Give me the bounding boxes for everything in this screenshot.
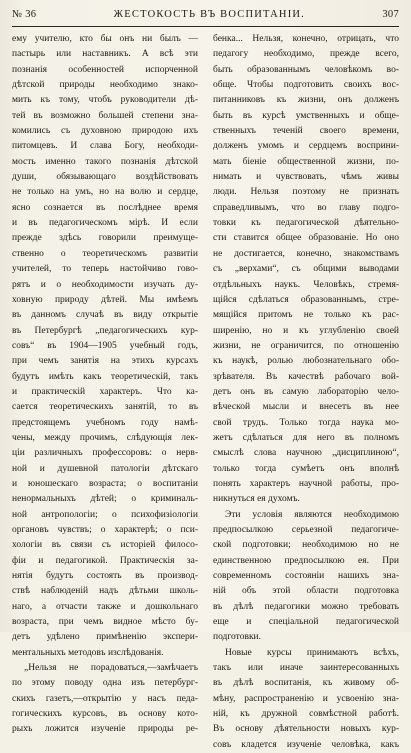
text-line: ской подготовки; необходимою но не <box>213 540 399 551</box>
text-line: не только на умъ, но на волю и сердце, <box>12 187 198 198</box>
text-line: сти ставится общее образованіе. Но оно <box>213 233 399 244</box>
text-line: мить къ тому, чтобъ руководители дѣ- <box>12 95 198 106</box>
text-line: жетъ сдѣлаться для него въ полномъ <box>213 432 399 443</box>
text-line: педагогу необходимо, прежде всего, <box>213 49 399 60</box>
text-line: въ данномъ случаѣ въ виду открытіе <box>12 310 198 321</box>
text-line: мящійся притомъ не только къ рас- <box>213 310 399 321</box>
text-line: хологіи въ связи съ исторіей филосо- <box>12 540 198 551</box>
text-line: питанниковъ къ жизни, онъ долженъ <box>213 95 399 106</box>
text-line: въ дѣлѣ воспитанія, къ живому об- <box>213 678 399 689</box>
text-line: пастырь или наставникъ. А всѣ эти <box>12 49 198 60</box>
text-line: еще и спеціальной педагогической <box>213 617 399 628</box>
text-line: Въ основу дѣятельности новыхъ кур- <box>213 724 399 735</box>
text-line: ній, къ дружной совмѣстной работѣ. <box>213 709 399 720</box>
text-line: въ Петербургѣ „педагогическихъ кур- <box>12 325 198 336</box>
text-line: никнуться ея духомъ. <box>213 494 300 505</box>
text-line: детъ онъ въ самую лабораторію чело- <box>213 386 399 397</box>
text-line: органовъ чувствъ; о характерѣ; о пси- <box>12 525 198 535</box>
text-line: долженъ умомъ и сердцемъ восприни- <box>213 141 399 152</box>
text-line: души, обязывающаго воздѣйствовать <box>12 172 198 183</box>
text-line: мѣну, распространенію и усвоенію зна- <box>213 693 399 704</box>
text-line: быть въ курсѣ умственныхъ и обще- <box>213 110 399 121</box>
issue-number: № 36 <box>12 9 37 20</box>
text-line: обще. Чтобы подготовить своихъ вос- <box>213 80 399 91</box>
text-line: ему учителю, кто бы онъ ни былъ — <box>12 34 198 44</box>
text-line: жизни, не ограничится, по отношенію <box>213 340 399 351</box>
text-line: ной антропологіи; о психофизіологіи <box>12 509 198 520</box>
text-line: питомцевъ. И слава Богу, необходи- <box>12 141 198 152</box>
text-line: ціи различныхъ профессоровъ: о нерв- <box>12 448 198 459</box>
text-line: съ „верхами“, съ общими выводами <box>213 264 399 275</box>
text-line: такъ или иначе заинтересованныхъ <box>213 663 399 674</box>
text-line: дѣтской природы необходимо знако- <box>12 80 198 91</box>
text-line: люди. Нельзя поэтому не признать <box>213 187 399 198</box>
text-line: возраста, при чемъ видное мѣсто бу- <box>12 617 198 628</box>
text-line: наго, а отчасти также и дошкольнаго <box>12 601 198 612</box>
text-line: къ наукѣ, ролью любознательнаго обо- <box>213 356 399 367</box>
text-line: бенка... Нельзя, конечно, отрицать, что <box>213 34 399 44</box>
text-line: мать біеніе общественной жизни, по- <box>213 156 399 167</box>
text-columns <box>12 32 399 753</box>
text-line: Новые курсы принимаютъ всѣхъ, <box>225 647 399 658</box>
text-line: ственно о теоретическомъ развитіи <box>12 248 198 259</box>
text-line: детъ удѣлено примѣненію экспери- <box>12 632 198 643</box>
text-line: ментальныхъ методовъ изслѣдованія. <box>12 647 164 658</box>
text-line: не достигается, конечно, знакомствамъ <box>213 248 399 259</box>
text-line: отдѣльныхъ наукъ. Человѣкъ, стремя- <box>213 279 399 290</box>
text-line: чены, между прочимъ, слѣдующія лек- <box>12 432 198 443</box>
text-line: нимать и чувствовать, чѣмъ живы <box>213 172 399 183</box>
text-line: только тогда сумѣетъ онъ вполнѣ <box>213 463 399 474</box>
text-line: справедливымъ, что во главу подго- <box>213 202 399 213</box>
text-line: товки къ педагогической дѣятельно- <box>213 218 399 229</box>
text-line: щійся сдѣлаться образованнымъ, стре- <box>213 294 399 305</box>
text-line: ховную природу дѣтей. Мы имѣемъ <box>12 294 198 305</box>
running-header <box>12 9 399 24</box>
text-line: по этому поводу одна изъ петербург- <box>12 678 198 689</box>
text-line: понять характеръ научной работы, про- <box>213 478 399 489</box>
text-line: комились съ духовною природою ихъ <box>12 126 198 137</box>
text-line: учителей, то теперь настойчиво гово- <box>12 264 198 275</box>
text-line: гогическихъ курсовъ, въ основу кото- <box>12 709 198 720</box>
text-line: зрѣвателя. Въ качествѣ рабочаго вой- <box>213 371 399 382</box>
text-line: ной и душевной патологіи дѣтскаго <box>12 463 198 474</box>
text-line: подготовки. <box>213 632 262 643</box>
text-line: и юношескаго возраста; о воспитаніи <box>12 478 198 489</box>
text-line: предпосылкою серьезной педагогиче- <box>213 525 399 535</box>
text-line: современномъ состояніи нашихъ зна- <box>213 571 399 582</box>
text-line: фіи и педагогикой. Практическія за- <box>12 555 198 566</box>
text-line: рыхъ ложится изученіе природы ре- <box>12 724 198 735</box>
text-line: при чемъ занятія на этихъ курсахъ <box>12 356 198 367</box>
text-line: скихъ газетъ,—открытію у насъ педа- <box>12 693 198 704</box>
text-line: ній объ этой области подготовка <box>213 586 399 597</box>
text-line: совъ“ въ 1904—1905 учебный годъ, <box>12 340 198 351</box>
text-line: вѣческой мысли и внесетъ въ нее <box>213 402 399 413</box>
text-line: и въ педагогическомъ мірѣ. И если <box>12 218 198 229</box>
text-line: „Нельзя не порадоваться,—замѣчаетъ <box>24 663 198 674</box>
right-column <box>213 32 399 753</box>
text-line: рятъ и о необходимости изучать ду- <box>12 279 198 290</box>
text-line: нятія будутъ состоять въ производ- <box>12 571 198 582</box>
page-number: 307 <box>382 9 399 20</box>
text-line: смыслѣ слова научною „дисциплиною“, <box>213 448 399 459</box>
header-rule <box>12 26 399 27</box>
text-line: ненормальныхъ дѣтей; о криминаль- <box>12 494 198 505</box>
text-line: совъ кладется изученіе человѣка, какъ <box>213 739 399 750</box>
text-line: тей въ возможно большей степени зна- <box>12 110 198 121</box>
text-line: Эти условія являются необходимою <box>225 509 399 520</box>
text-line: ширенію, но и къ углубленію своей <box>213 325 399 336</box>
text-line: единственною предпосылкою ея. При <box>213 555 399 566</box>
text-line: быть образованнымъ человѣкомъ во- <box>213 64 399 75</box>
text-line: въ дѣлѣ педагогики можно требовать <box>213 601 399 612</box>
text-line: ствѣ наблюденій надъ дѣтьми школь- <box>12 586 198 597</box>
text-line: будутъ имѣть какъ теоретическій, такъ <box>12 371 198 382</box>
text-line: и практическій характеръ. Что ка- <box>12 386 198 397</box>
text-line: ясно сознается въ послѣднее время <box>12 202 198 213</box>
text-line: сается теоретическихъ занятій, то въ <box>12 402 198 413</box>
text-line: предстоящемъ учебномъ году намѣ- <box>12 417 198 428</box>
left-column <box>12 32 198 753</box>
running-title: ЖЕСТОКОСТЬ ВЪ ВОСПИТАНІИ. <box>113 9 306 20</box>
text-line: ственныхъ теченій своего времени, <box>213 126 399 137</box>
text-line: мость именно такого познанія дѣтской <box>12 156 198 167</box>
text-line: познанія особенностей испорченной <box>12 64 198 75</box>
text-line: свой трудъ. Только тогда наука мо- <box>213 417 399 428</box>
text-line: прежде здѣсь говорили преимуще- <box>12 233 198 244</box>
